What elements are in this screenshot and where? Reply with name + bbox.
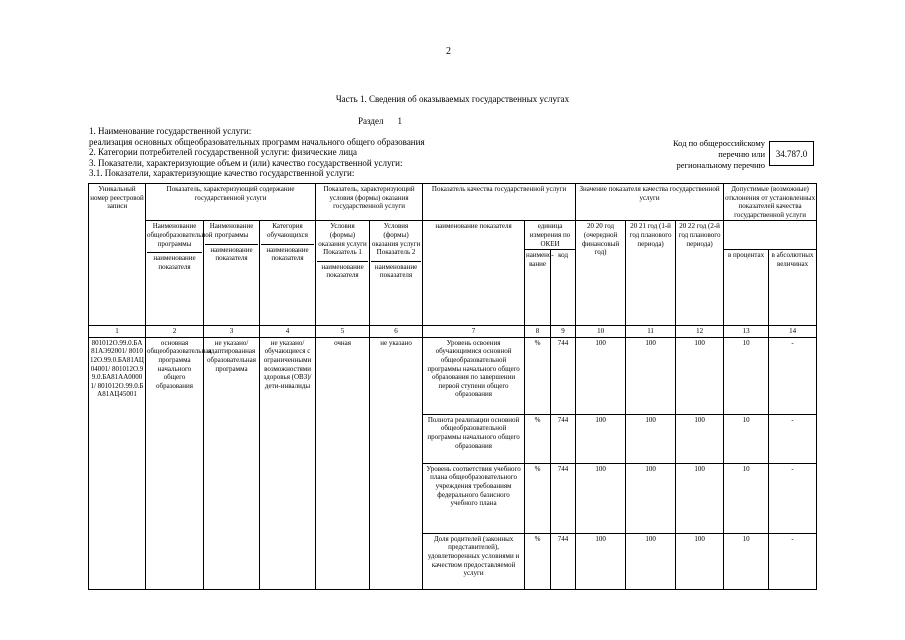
info-line: 1. Наименование государственной услуги: (89, 126, 252, 136)
page-number: 2 (446, 46, 451, 57)
unit-code: 744 (551, 337, 576, 414)
deviation-percent: 10 (724, 463, 769, 533)
header-year-1: 20 20 год (очередной финансовый год) (576, 221, 626, 326)
column-number: 8 (525, 326, 551, 338)
header-values: Значение показателя качества государственной услуги (576, 184, 724, 221)
value-year-3: 100 (676, 337, 724, 414)
form-1-value: очная (316, 337, 370, 589)
program-name: основная общеобразовательная программа начального общего образования (146, 337, 204, 589)
unit-name: % (525, 337, 551, 414)
header-form-2: Условия (формы) оказания услуги Показатель 2 наименование показателя (370, 221, 423, 326)
section-label: Раздел (358, 116, 384, 126)
value-year-2: 100 (626, 533, 676, 589)
column-number: 7 (423, 326, 525, 338)
value-year-2: 100 (626, 414, 676, 463)
deviation-percent: 10 (724, 414, 769, 463)
column-number: 5 (316, 326, 370, 338)
value-year-2: 100 (626, 337, 676, 414)
deviation-percent: 10 (724, 533, 769, 589)
deviation-absolute: - (769, 337, 817, 414)
value-year-3: 100 (676, 533, 724, 589)
indicator-name: Уровень освоения обучающимися основной общеобразовательной программы начального общего образования по завершении первой ступени общего образования (423, 337, 525, 414)
value-year-1: 100 (576, 337, 626, 414)
program-type: не указано/ адаптированная образовательная программа (204, 337, 260, 589)
column-number: 3 (204, 326, 260, 338)
header-content-3: Категория обучающихся наименование показателя (260, 221, 316, 326)
column-number: 14 (769, 326, 817, 338)
indicator-name: Доля родителей (законных представителей), удовлетворенных условиями и качеством предоставляемой услуги (423, 533, 525, 589)
indicator-name: Полнота реализации основной общеобразовательной программы начального общего образования (423, 414, 525, 463)
value-year-3: 100 (676, 414, 724, 463)
info-line: реализация основных общеобразовательных программ начального общего образования (89, 136, 425, 147)
column-number: 6 (370, 326, 423, 338)
value-year-1: 100 (576, 533, 626, 589)
header-form-1: Условия (формы) оказания услуги Показатель 1 наименование показателя (316, 221, 370, 326)
header-deviation: Допустимые (возможные) отклонения от установленных показателей качества государственной услуги (724, 184, 817, 221)
column-number: 9 (551, 326, 576, 338)
deviation-absolute: - (769, 414, 817, 463)
header-content: Показатель, характеризующий содержание государственной услуги (146, 184, 316, 221)
value-year-3: 100 (676, 463, 724, 533)
header-year-3: 20 22 год (2-й год планового периода) (676, 221, 724, 326)
form-2-value: не указано (370, 337, 423, 589)
column-number: 11 (626, 326, 676, 338)
column-number: 13 (724, 326, 769, 338)
registry-code: 801012О.99.0.БА81АЭ92001/ 801012О.99.0.БА81АЦ04001/ 801012О.99.0.БА81АА00001/ 801012О.99.0.БА81АЦ45001 (89, 337, 146, 589)
column-number: 12 (676, 326, 724, 338)
header-unit-code: код (551, 250, 576, 326)
header-conditions: Показатель, характеризующий условия (формы) оказания государственной услуги (316, 184, 423, 221)
column-number: 1 (89, 326, 146, 338)
code-value: 34.787.0 (769, 141, 814, 166)
indicator-name: Уровень соответствия учебного плана общеобразовательного учреждения требованиям федерального базисного учебного плана (423, 463, 525, 533)
section-heading (358, 116, 402, 126)
header-absolute: в абсолютных величинах (769, 250, 817, 326)
header-percent: в процентах (724, 250, 769, 326)
unit-name: % (525, 533, 551, 589)
unit-name: % (525, 414, 551, 463)
info-line: 2. Категории потребителей государственной услуги: физические лица (89, 147, 357, 158)
unit-code: 744 (551, 463, 576, 533)
column-number: 4 (260, 326, 316, 338)
service-info (89, 126, 425, 179)
table-row (89, 337, 817, 414)
value-year-2: 100 (626, 463, 676, 533)
code-label: Код по общероссийскому перечню или региональному перечню (672, 138, 765, 170)
header-content-1: Наименование общеобразовательной программы наименование показателя (146, 221, 204, 326)
header-year-2: 20 21 год (1-й год планового периода) (626, 221, 676, 326)
student-category: не указано/ обучающиеся с ограниченными возможностями здоровья (ОВЗ)/ дети-инвалиды (260, 337, 316, 589)
section-number: 1 (397, 116, 402, 126)
header-quality: Показатель качества государственной услуги (423, 184, 576, 221)
deviation-absolute: - (769, 533, 817, 589)
header-deviation-cont (724, 221, 817, 250)
deviation-absolute: - (769, 463, 817, 533)
unit-name: % (525, 463, 551, 533)
value-year-1: 100 (576, 414, 626, 463)
column-number: 10 (576, 326, 626, 338)
deviation-percent: 10 (724, 337, 769, 414)
unit-code: 744 (551, 414, 576, 463)
header-unit-name: наимено-вание (525, 250, 551, 326)
header-indicator-name: наименование показателя (423, 221, 525, 326)
column-number: 2 (146, 326, 204, 338)
info-line: 3.1. Показатели, характеризующие качество государственной услуги: (89, 168, 355, 179)
value-year-1: 100 (576, 463, 626, 533)
quality-table (88, 183, 817, 590)
header-content-2: Наименование программы наименование показателя (204, 221, 260, 326)
header-unit: единица измерения по ОКЕИ (525, 221, 576, 250)
info-line: 3. Показатели, характеризующие объем и (или) качество государственной услуги: (89, 157, 403, 168)
page-title: Часть 1. Сведения об оказываемых государственных услугах (335, 94, 570, 104)
unit-code: 744 (551, 533, 576, 589)
header-unique: Уникальный номер реестровой записи (89, 184, 146, 326)
